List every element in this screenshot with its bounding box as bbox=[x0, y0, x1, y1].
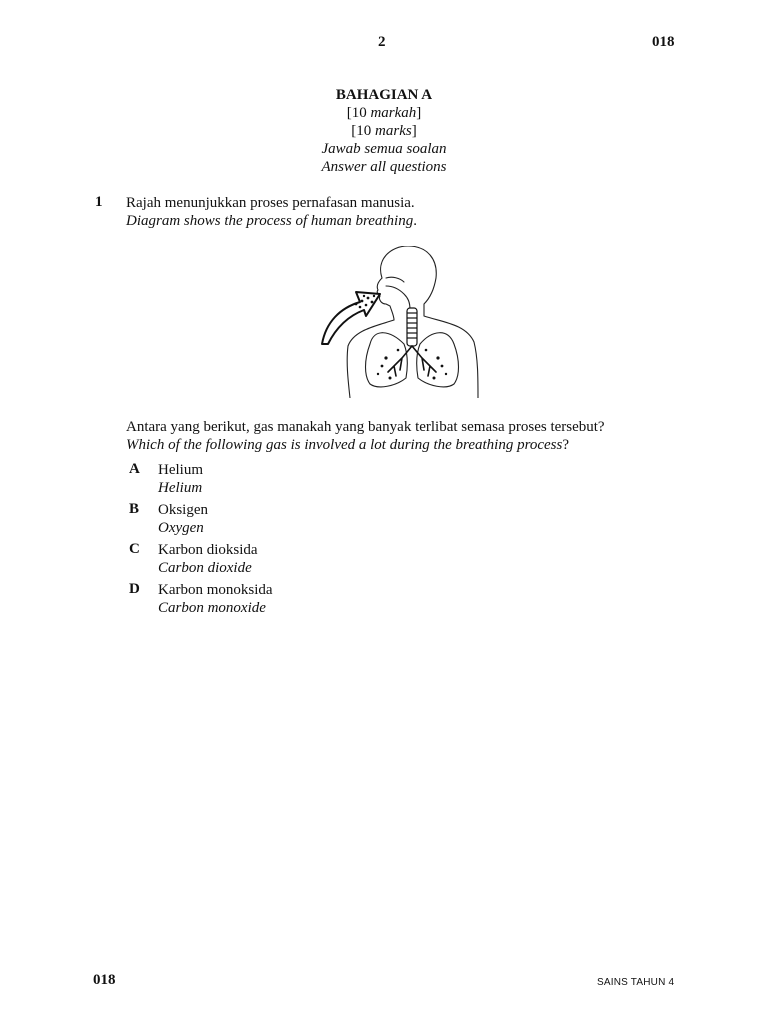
option-d-malay: Karbon monoksida bbox=[158, 582, 273, 598]
trachea bbox=[407, 308, 417, 346]
option-a-letter: A bbox=[129, 461, 140, 477]
option-a-english: Helium bbox=[158, 480, 203, 496]
option-b[interactable] bbox=[158, 501, 208, 537]
stem-english: Diagram shows the process of human breathing. bbox=[126, 213, 417, 229]
option-d-letter: D bbox=[129, 581, 140, 597]
prompt-malay: Antara yang berikut, gas manakah yang banyak terlibat semasa proses tersebut? bbox=[126, 419, 605, 435]
question-prompt bbox=[126, 418, 605, 454]
option-c[interactable] bbox=[158, 541, 258, 577]
paper-code-top: 018 bbox=[652, 34, 675, 50]
page-number: 2 bbox=[378, 34, 386, 50]
subject-label: SAINS TAHUN 4 bbox=[597, 977, 675, 988]
option-c-english: Carbon dioxide bbox=[158, 560, 252, 576]
question-stem bbox=[126, 194, 417, 230]
option-b-letter: B bbox=[129, 501, 140, 517]
marks-malay: [10 markah] bbox=[346, 105, 422, 121]
marks-english: [10 marks] bbox=[351, 123, 417, 139]
option-a[interactable] bbox=[158, 461, 203, 497]
human-breathing-diagram bbox=[316, 246, 482, 403]
instruction-malay: Jawab semua soalan bbox=[321, 141, 447, 157]
prompt-english: Which of the following gas is involved a lot during the breathing process? bbox=[126, 437, 570, 453]
option-b-malay: Oksigen bbox=[158, 502, 208, 518]
option-a-malay: Helium bbox=[158, 462, 203, 478]
instruction-english: Answer all questions bbox=[321, 159, 447, 175]
option-c-malay: Karbon dioksida bbox=[158, 542, 258, 558]
option-d[interactable] bbox=[158, 581, 273, 617]
option-b-english: Oxygen bbox=[158, 520, 204, 536]
question-number: 1 bbox=[95, 194, 103, 210]
stem-malay: Rajah menunjukkan proses pernafasan manusia. bbox=[126, 195, 415, 211]
paper-code-bottom: 018 bbox=[93, 972, 116, 988]
option-d-english: Carbon monoxide bbox=[158, 600, 266, 616]
section-header bbox=[0, 86, 768, 176]
option-c-letter: C bbox=[129, 541, 140, 557]
section-title: BAHAGIAN A bbox=[335, 87, 433, 103]
